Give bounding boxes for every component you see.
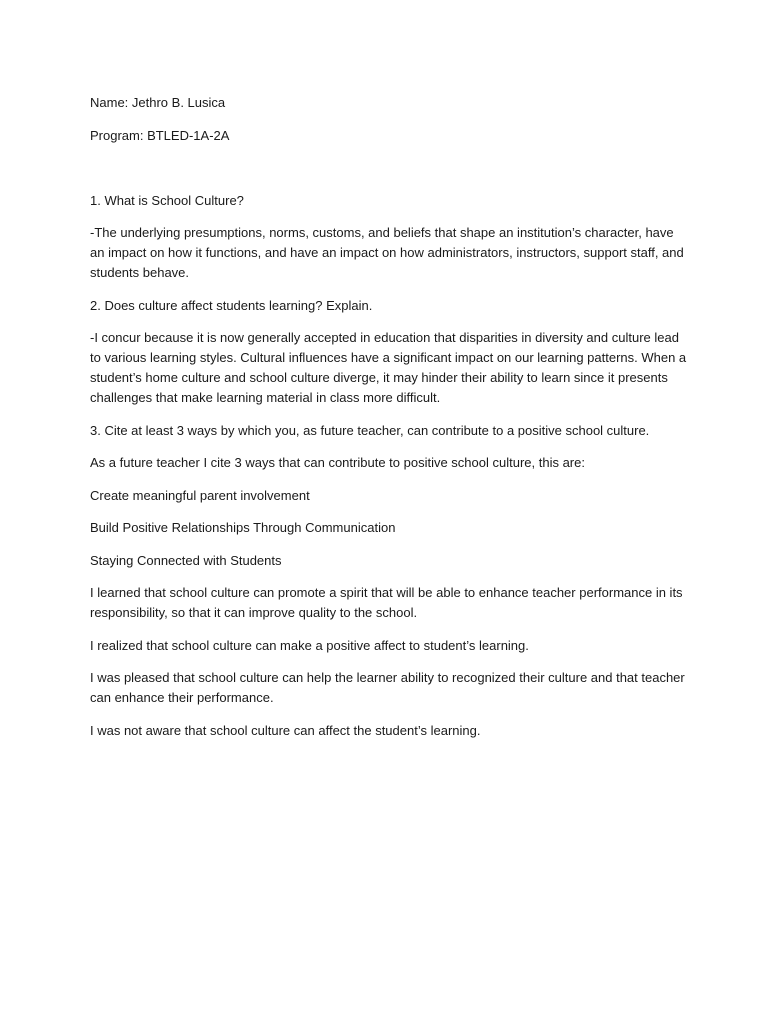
student-name: Name: Jethro B. Lusica xyxy=(90,95,226,110)
document-page xyxy=(90,93,690,753)
reflection-not-aware: I was not aware that school culture can affect the student’s learning. xyxy=(90,722,481,738)
reflection-realized: I realized that school culture can make a positive affect to student’s learning. xyxy=(90,637,529,653)
answer-3-intro: As a future teacher I cite 3 ways that can contribute to positive school culture, this are: xyxy=(90,455,585,470)
question-1: 1. What is School Culture? xyxy=(90,192,244,208)
answer-2: -I concur because it is now generally accepted in education that disparities in diversity and culture lead to various learning styles. Cultural influences have a significant impact on our learning patterns. When a student’s home culture and school culture diverge, it may hinder their ability to learn since it presents challenges that make learning material in class more difficult. xyxy=(90,330,687,405)
student-program: Program: BTLED-1A-2A xyxy=(90,127,230,143)
question-3: 3. Cite at least 3 ways by which you, as future teacher, can contribute to a positive school culture. xyxy=(90,422,650,438)
answer-1: -The underlying presumptions, norms, customs, and beliefs that shape an institution’s character, have an impact on how it functions, and have an impact on how administrators, instructors, support staff, and students behave. xyxy=(90,225,684,280)
way-item: Build Positive Relationships Through Communication xyxy=(90,520,396,535)
reflection-pleased: I was pleased that school culture can help the learner ability to recognized their culture and that teacher can enhance their performance. xyxy=(90,670,685,705)
question-2: 2. Does culture affect students learning? Explain. xyxy=(90,297,373,313)
way-item: Staying Connected with Students xyxy=(90,552,282,568)
reflection-learned: I learned that school culture can promote a spirit that will be able to enhance teacher performance in its responsibility, so that it can improve quality to the school. xyxy=(90,585,683,620)
way-item: Create meaningful parent involvement xyxy=(90,487,310,503)
